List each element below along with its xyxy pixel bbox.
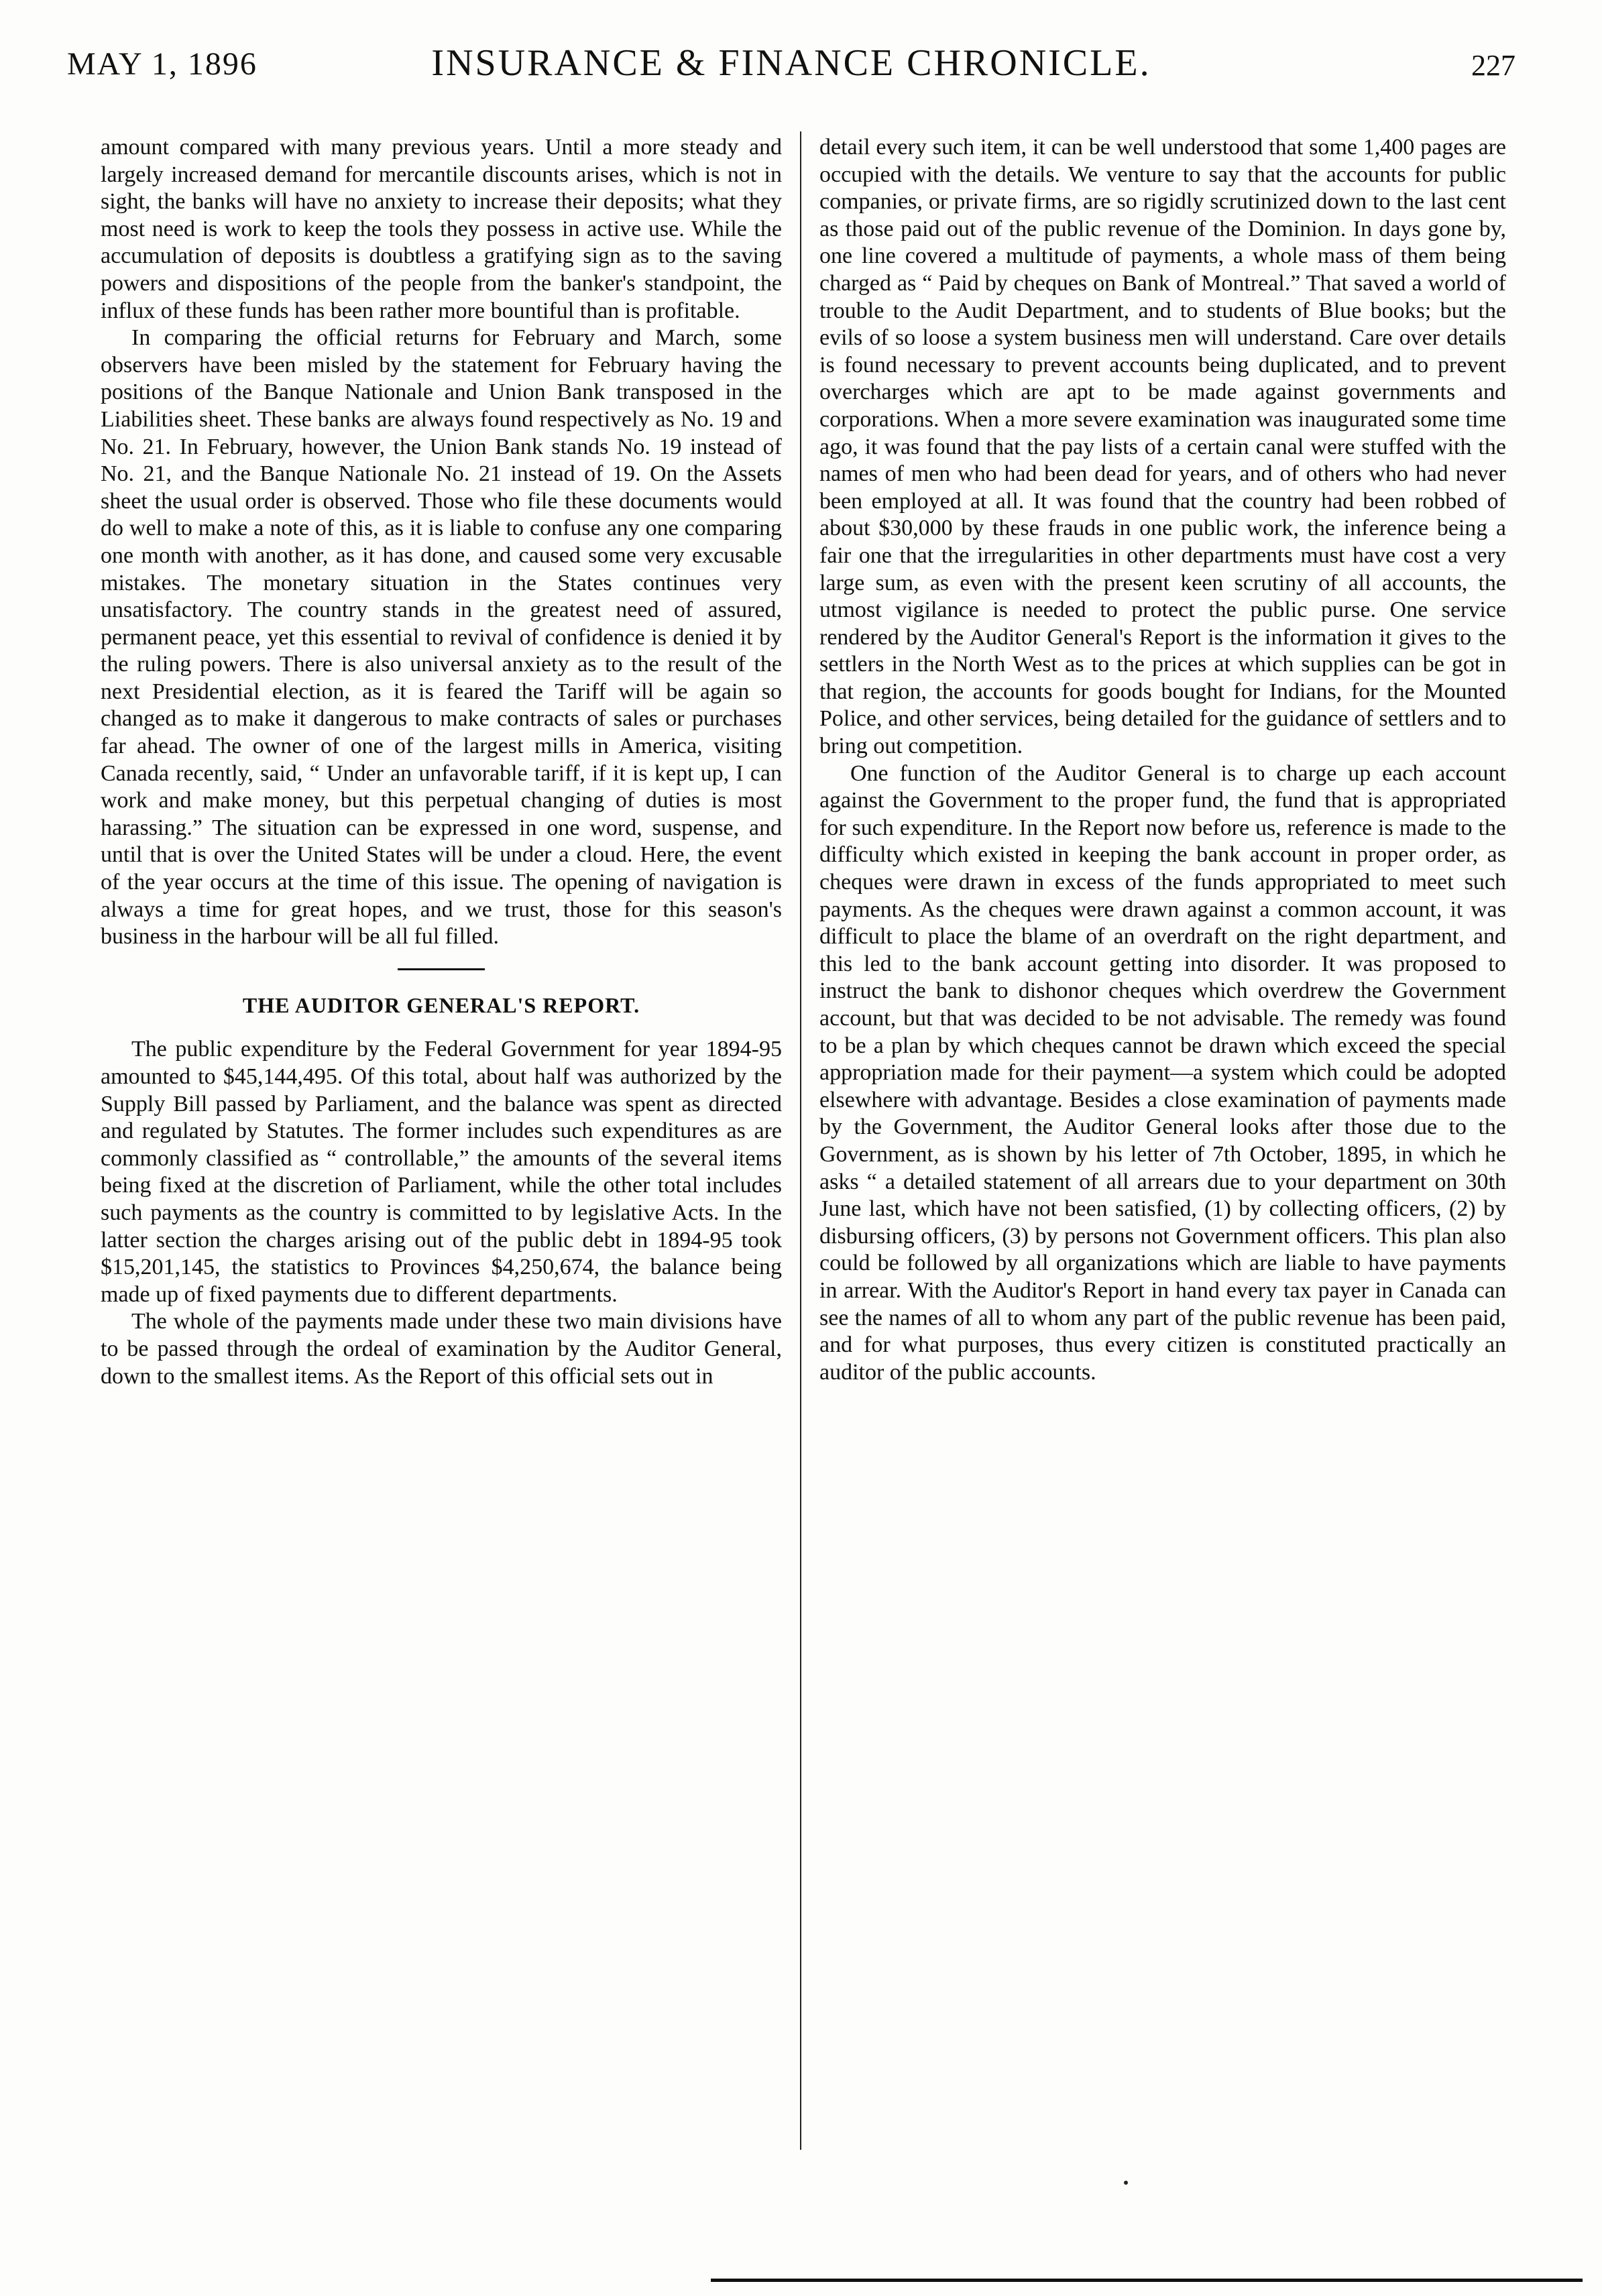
left-paragraph-1: amount compared with many previous years. Until a more steady and largely increased demand for mercantile discounts arises, which is not in sight, the banks will have no anxiety to increase their deposits; what they most need is work to keep the tools they possess in active use. While the accumulation of deposits is doubtless a gratifying sign as to the saving powers and dispositions of the people from the banker's standpoint, the influx of these funds has been rather more bountiful than is profitable. xyxy=(101,135,782,323)
header-title: INSURANCE & FINANCE CHRONICLE. xyxy=(431,42,1151,84)
column-divider xyxy=(800,131,801,2150)
section-title: THE AUDITOR GENERAL'S REPORT. xyxy=(242,992,640,1017)
left-paragraph-3: The public expenditure by the Federal Government for year 1894-95 amounted to $45,144,495. Of this total, about half was authorized by the Supply Bill passed by Parliament, and the balance was spent as directed and regulated by Statutes. The former includes such expenditures as are commonly classified as “ controllable,” the amounts of the several items being fixed at the discretion of Parliament, while the other total includes such payments as the country is committed to by legislative Acts. In the latter section the charges arising out of the public debt in 1894-95 took $15,201,145, the statistics to Provinces $4,250,674, the balance being made up of fixed payments due to different departments. xyxy=(101,1037,782,1307)
ink-dot xyxy=(1124,2181,1128,2185)
page-number: 227 xyxy=(1471,49,1515,82)
left-paragraph-2: In comparing the official returns for February and March, some observers have been misled by the statement for February having the positions of the Banque Nationale and Union Bank transposed in the Liabilities sheet. These banks are always found respectively as No. 19 and No. 21. In February, however, the Union Bank stands No. 19 instead of No. 21, and the Banque Nationale No. 21 instead of 19. On the Assets sheet the usual order is observed. Those who file these documents would do well to make a note of this, as it is liable to confuse any one comparing one month with another, as it has done, and caused some very excusable mistakes. The monetary situation in the States continues very unsatisfactory. The country stands in the greatest need of assured, permanent peace, yet this essential to revival of confidence is denied it by the ruling powers. There is also universal anxiety as to the result of the next Presidential election, as it is feared the Tariff will be again so changed as to make it dangerous to make contracts of sales or purchases far ahead. The owner of one of the largest mills in America, visiting Canada recently, said, “ Under an unfavorable tariff, if it is kept up, I can work and make money, but this perpetual changing of duties is most harassing.” The situation can be expressed in one word, suspense, and until that is over the United States will be under a cloud. Here, the event of the year occurs at the time of this issue. The opening of navigation is always a time for great hopes, and we trust, those for this season's business in the harbour will be all ful filled. xyxy=(101,325,782,950)
bottom-rule xyxy=(711,2279,1583,2282)
right-paragraph-1: detail every such item, it can be well understood that some 1,400 pages are occupied with the details. We venture to say that the accounts for public companies, or private firms, are so rigidly scrutinized down to the last cent as those paid out of the public revenue of the Dominion. In days gone by, one line covered a multitude of payments, a whole mass of them being charged as “ Paid by cheques on Bank of Montreal.” That saved a world of trouble to the Audit Department, and to students of Blue books; but the evils of so loose a system business men will understand. Care over details is found necessary to prevent accounts being duplicated, and to prevent overcharges which are apt to be made against governments and corporations. When a more severe examination was inaugurated some time ago, it was found that the pay lists of a certain canal were stuffed with the names of men who had been dead for years, and of others who had never been employed at all. It was found that the country had been robbed of about $30,000 by these frauds in one public work, the inference being a fair one that the irregularities in other departments must have cost a very large sum, as even with the present keen scrutiny of all accounts, the utmost vigilance is needed to protect the public purse. One service rendered by the Auditor General's Report is the information it gives to the settlers in the North West as to the prices at which supplies can be got in that region, the accounts for goods bought for Indians, for the Mounted Police, and other services, being detailed for the guidance of settlers and to bring out competition. xyxy=(819,135,1506,759)
right-column xyxy=(819,134,1506,1386)
left-paragraph-4: The whole of the payments made under these two main divisions have to be passed through the ordeal of examination by the Auditor General, down to the smallest items. As the Report of this official sets out in xyxy=(101,1309,782,1389)
page-header xyxy=(67,42,1515,99)
header-date: MAY 1, 1896 xyxy=(67,46,258,82)
left-column xyxy=(101,134,782,1390)
section-divider xyxy=(398,968,485,970)
right-paragraph-2: One function of the Auditor General is to charge up each account against the Government to the proper fund, the fund that is appropriated for such expenditure. In the Report now before us, reference is made to the difficulty which existed in keeping the bank account in proper order, as cheques were drawn in excess of the funds appropriated to meet such payments. As the cheques were drawn against a common account, it was difficult to place the blame of an overdraft on the right department, and this led to the bank account getting into disorder. It was proposed to instruct the bank to dishonor cheques which overdrew the Government account, but that was decided to be not advisable. The remedy was found to be a plan by which cheques cannot be drawn which exceed the special appropriation made for their payment—a system which could be adopted elsewhere with advantage. Besides a close examination of payments made by the Government, the Auditor General looks after those due to the Government, as is shown by his letter of 7th October, 1895, in which he asks “ a detailed statement of all arrears due to your department on 30th June last, which have not been satisfied, (1) by collecting officers, (2) by disbursing officers, (3) by persons not Government officers. This plan also could be followed by all organizations which are liable to have payments in arrear. With the Auditor's Report in hand every tax payer in Canada can see the names of all to whom any part of the public revenue has been paid, and for what purposes, thus every citizen is constituted practically an auditor of the public accounts. xyxy=(819,760,1506,1385)
